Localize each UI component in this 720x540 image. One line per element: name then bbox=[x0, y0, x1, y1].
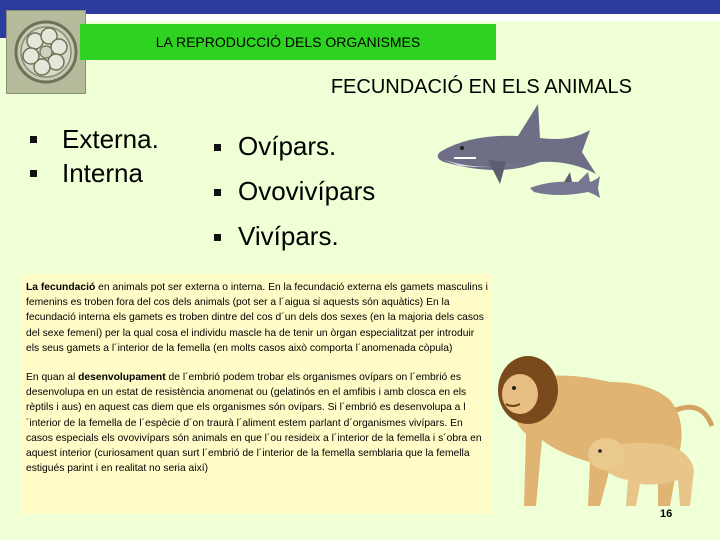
top-decorative-bar bbox=[0, 0, 720, 14]
list-item: Vivípars. bbox=[210, 216, 375, 261]
lions-image bbox=[490, 330, 720, 510]
list-item: Interna bbox=[28, 156, 159, 190]
bullet-icon bbox=[214, 234, 221, 241]
bullet-icon bbox=[30, 136, 37, 143]
paragraph-development: En quan al desenvolupament de l´embrió podem trobar els organismes ovípars on l´embrió es desenvolupa en un estat de resistència anomenat ou (gelatinós en el amfibis i amb closca en els rèptils i aus) en aquest cas diem que els organismes són ovípars. Si l´embrió es desenvolupa a l´interior de la femella de l´espècie d´on traurà l´aliment estem parlant d´organismes vivípars. En casos especials els ovovivípars són animals en que l´ou resideix a l´interior de la femella i s´obra en aquest interior (curiosament quan surt l´embrió de l´interior de la femella semblaria que la femella estigués parint i en realitat no seria així) bbox=[26, 372, 482, 475]
list-item: Ovípars. bbox=[210, 126, 375, 171]
fertilization-types-list bbox=[28, 122, 159, 190]
development-types-list bbox=[210, 126, 375, 261]
bullet-icon bbox=[214, 189, 221, 196]
bold-term: desenvolupament bbox=[78, 372, 166, 384]
bullet-icon bbox=[214, 144, 221, 151]
list-item: Externa. bbox=[28, 122, 159, 156]
list-item: Ovovivípars bbox=[210, 171, 375, 216]
paragraph-fertilization: La fecundació en animals pot ser externa o interna. En la fecundació externa els gamets masculins i femenins es troben fora del cos dels animals (pot ser a l´aigua si aquests són aquàtics) En la fecundació interna els gamets es troben dintre del cos d´un dels dos sexes (en la majoria dels casos del sexe femení) per la qual cosa el individu mascle ha de tenir un òrgan especialitzat per introduir els seus gamets a l´interior de la femella (en molts casos això comporta l´anomenada còpula) bbox=[26, 282, 488, 354]
slide-title-box bbox=[80, 24, 496, 60]
explanation-text-box bbox=[22, 274, 492, 514]
page-number: 16 bbox=[660, 508, 673, 520]
slide-subtitle: FECUNDACIÓ EN ELS ANIMALS bbox=[330, 76, 632, 98]
shark-image bbox=[430, 100, 600, 202]
top-white-stripe bbox=[0, 14, 720, 21]
bold-term: La fecundació bbox=[26, 282, 96, 293]
bullet-icon bbox=[30, 170, 37, 177]
slide-title: LA REPRODUCCIÓ DELS ORGANISMES bbox=[155, 34, 421, 50]
